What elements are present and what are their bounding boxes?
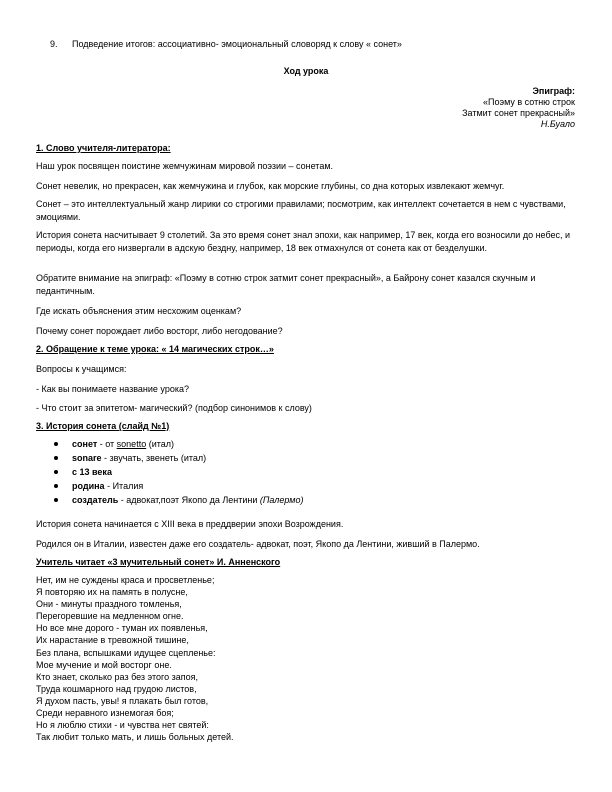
poem: [36, 574, 234, 743]
poem-line: Но я люблю стихи - и чувства нет святей:: [36, 720, 209, 731]
lesson-title: Ход урока: [283, 66, 329, 76]
section-1-paragraph-2: Сонет невелик, но прекрасен, как жемчужина и глубок, как морские глубины, со дна которых извлекают жемчуг.: [36, 181, 505, 191]
section-1-paragraph-7: Почему сонет порождает либо восторг, либо негодование?: [36, 326, 283, 336]
section-1-paragraph-3: Сонет – это интеллектуальный жанр лирики со строгими правилами; посмотрим, как интеллект сочетается в нем с чувствами, эмоциями.: [36, 199, 566, 222]
reading-heading: Учитель читает «3 мучительный сонет» И. Анненского: [36, 557, 281, 567]
list-item: [50, 437, 303, 451]
list-item-term: родина: [72, 481, 105, 491]
sonnet-facts-list: [50, 437, 303, 507]
list-item: [50, 451, 303, 465]
section-1-paragraph-6: Где искать объяснения этим несхожим оценкам?: [36, 306, 242, 316]
poem-line: Нет, им не суждены краса и просветленье;: [36, 575, 215, 585]
list-item-italic: (Палермо): [259, 495, 304, 505]
list-item-text: - Италия: [104, 481, 144, 491]
poem-line: Я духом пасть, увы! я плакать был готов,: [36, 695, 209, 706]
list-item-text: - адвокат,поэт Якопо да Лентини: [118, 495, 260, 505]
section-2-heading: 2. Обращение к теме урока: « 14 магических строк…»: [36, 344, 274, 354]
poem-line: Их нарастание в тревожной тишине,: [36, 635, 189, 646]
list-item-term: сонет: [72, 439, 98, 449]
section-2-paragraph-1: Вопросы к учащимся:: [36, 364, 127, 374]
poem-line: Но все мне дорого - туман их появленья,: [36, 623, 208, 634]
poem-line: Перегоревшие на медленном огне.: [36, 611, 184, 622]
section-3-paragraph-2: Родился он в Италии, известен даже его создатель- адвокат, поэт, Якопо да Лентини, живший в Палермо.: [36, 539, 480, 549]
section-1-paragraph-1: Наш урок посвящен поистине жемчужинам мировой поэзии – сонетам.: [36, 161, 334, 171]
list-item: [50, 465, 303, 479]
list-item-term: sonare: [72, 453, 102, 463]
epigraph-author: Н.Буало: [540, 119, 575, 129]
poem-line: Мое мучение и мой восторг оне.: [36, 659, 172, 670]
section-3-heading: 3. История сонета (слайд №1): [36, 421, 170, 431]
list-item: [50, 493, 303, 507]
section-1-paragraph-5: Обратите внимание на эпиграф: «Поэму в сотню строк затмит сонет прекрасный», а Байрону сонет казался скучным и педантичным.: [36, 273, 536, 296]
term-link[interactable]: sonetto: [116, 439, 147, 449]
epigraph-line-2: Затмит сонет прекрасный»: [462, 108, 575, 118]
section-1-heading: 1. Слово учителя-литератора:: [36, 143, 171, 153]
epigraph-label: Эпиграф:: [532, 86, 575, 96]
list-item-term: с 13 века: [72, 467, 112, 477]
section-2-paragraph-3: - Что стоит за эпитетом- магический? (подбор синонимов к слову): [36, 403, 312, 413]
poem-line: Они - минуты праздного томленья,: [36, 599, 182, 610]
poem-line: Среди неравного изнемогая боя;: [36, 708, 174, 719]
list-item-text-2: (итал): [146, 439, 175, 449]
poem-line: Без плана, вспышками идущее сцепленье:: [36, 647, 216, 658]
poem-line: Так любит только мать, и лишь больных детей.: [36, 732, 234, 743]
poem-line: Я повторяю их на память в полусне,: [36, 587, 188, 598]
epigraph-line-1: «Поэму в сотню строк: [483, 97, 575, 107]
section-2-paragraph-2: - Как вы понимаете название урока?: [36, 384, 189, 394]
list-item-text: - от: [97, 439, 117, 449]
list-item: [50, 479, 303, 493]
poem-line: Труда кошмарного над грудою листов,: [36, 683, 197, 694]
agenda-item-number: 9.: [50, 39, 58, 49]
agenda-item-text: Подведение итогов: ассоциативно- эмоциональный словоряд к слову « сонет»: [72, 39, 402, 49]
section-3-paragraph-1: История сонета начинается с XIII века в преддверии эпохи Возрождения.: [36, 519, 344, 529]
poem-line: Кто знает, сколько раз без этого запоя,: [36, 671, 198, 682]
list-item-text: - звучать, звенеть (итал): [101, 453, 207, 463]
list-item-term: создатель: [72, 495, 119, 505]
agenda-item-9: [50, 39, 402, 50]
section-1-paragraph-4: История сонета насчитывает 9 столетий. За это время сонет знал эпохи, как например, 17 век, когда его возносили до небес, и периоды, когда его низвергали в адскую бездну, например, 18 век отмахнулся от сонета как от безделушки.: [36, 230, 571, 253]
